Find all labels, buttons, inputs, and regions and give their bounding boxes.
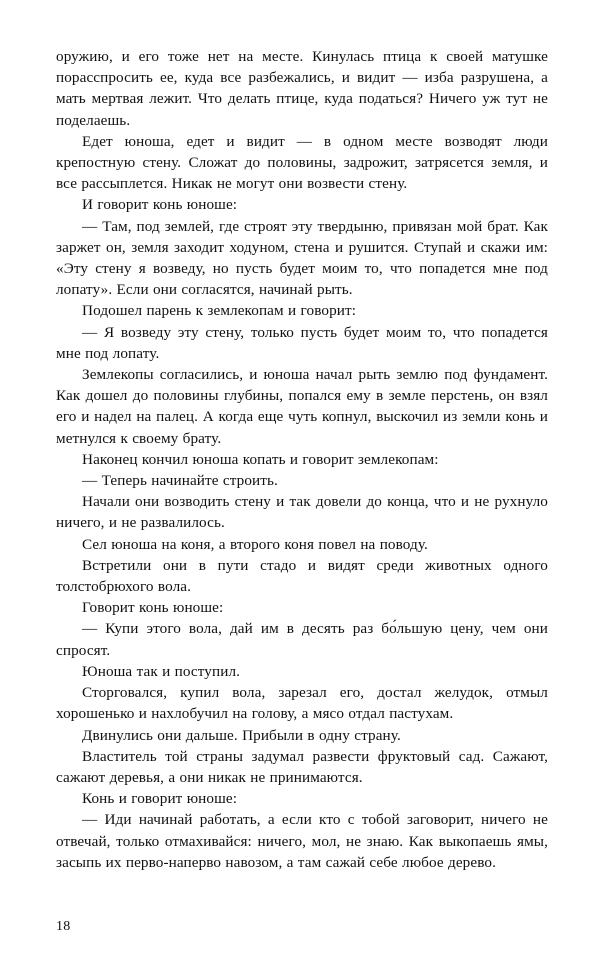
paragraph: — Иди начинай работать, а если кто с тобой заговорит, ничего не отвечай, только отмахивайся: ничего, мол, не знаю. Как выкопаешь ямы, засыпь их перво-наперво навозом, а там сажай себе любое дерево. [56, 811, 548, 871]
paragraph: Юноша так и поступил. [82, 662, 241, 680]
paragraph: Сел юноша на коня, а второго коня повел на поводу. [82, 535, 428, 553]
paragraph: Сторговался, купил вола, зарезал его, достал желудок, отмыл хорошенько и нахлобучил на голову, а мясо отдал пастухам. [56, 684, 548, 723]
paragraph: Конь и говорит юноше: [82, 790, 238, 808]
paragraph: Наконец кончил юноша копать и говорит землекопам: [82, 450, 439, 468]
paragraph: — Я возведу эту стену, только пусть будет моим то, что попадется мне под лопату. [56, 323, 548, 362]
page-body-text [56, 46, 548, 873]
paragraph: — Теперь начинайте строить. [82, 472, 278, 490]
paragraph: — Купи этого вола, дай им в десять раз бо́льшую цену, чем они спросят. [56, 620, 548, 659]
page-number: 18 [56, 919, 71, 934]
paragraph: Землекопы согласились, и юноша начал рыть землю под фундамент. Как дошел до половины глубины, попался ему в земле перстень, он взял его и надел на палец. А когда еще чуть копнул, выскочил из земли конь и метнулся к своему брату. [56, 366, 548, 447]
paragraph: Начали они возводить стену и так довели до конца, что и не рухнуло ничего, и не развалилось. [56, 493, 548, 532]
paragraph: Едет юноша, едет и видит — в одном месте возводят люди крепостную стену. Сложат до половины, задрожит, затрясется земля, и все рассыплется. Никак не могут они возвести стену. [56, 132, 548, 193]
paragraph: Властитель той страны задумал развести фруктовый сад. Сажают, сажают деревья, а они никак не принимаются. [56, 747, 548, 786]
paragraph: Говорит конь юноше: [82, 599, 224, 617]
paragraph: И говорит конь юноше: [82, 196, 238, 214]
paragraph: Подошел парень к землекопам и говорит: [82, 302, 357, 320]
paragraph: Встретили они в пути стадо и видят среди животных одного толстобрюхого вола. [56, 556, 548, 596]
paragraph: Двинулись они дальше. Прибыли в одну страну. [82, 726, 401, 744]
paragraph: оружию, и его тоже нет на месте. Кинулась птица к своей матушке порасспросить ее, куда все разбежались, и видит — изба разрушена, а мать мертвая лежит. Что делать птице, куда податься? Ничего уж тут не поделаешь. [56, 48, 548, 129]
paragraph: — Там, под землей, где строят эту твердыню, привязан мой брат. Как заржет он, земля заходит ходуном, стена и рушится. Ступай и скажи им: «Эту стену я возведу, но пусть будет моим то, что попадется мне под лопату». Если они согласятся, начинай рыть. [56, 217, 548, 299]
